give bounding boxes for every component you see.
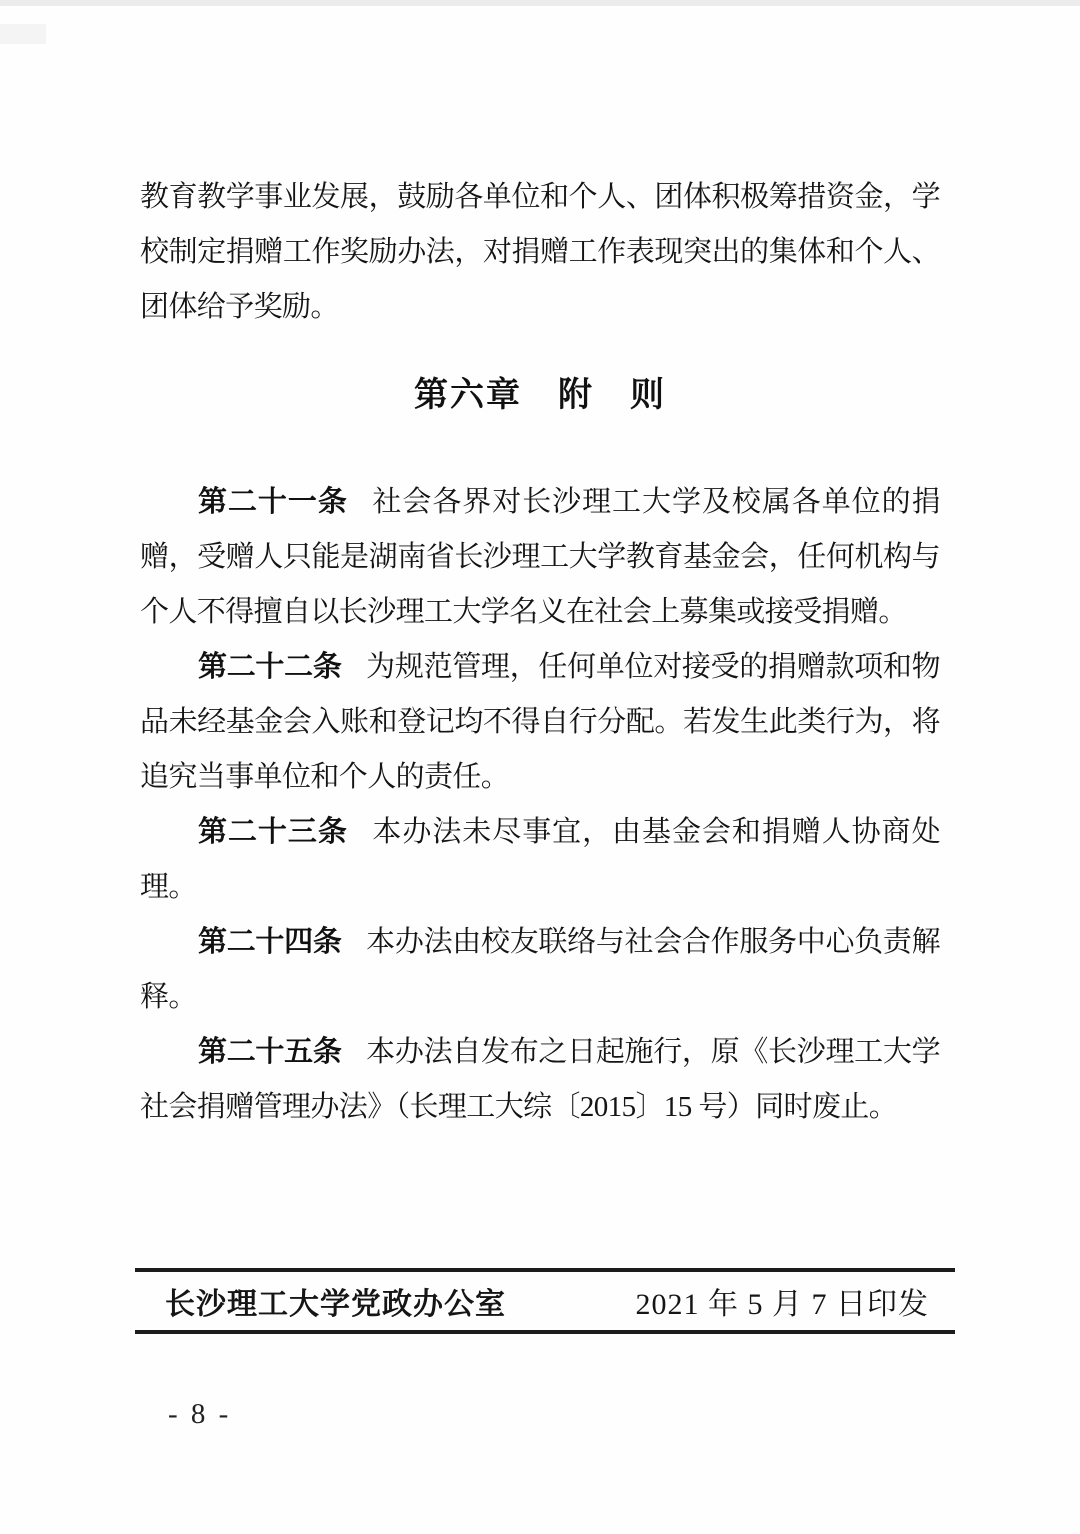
article-23 [140, 805, 940, 915]
scan-artifact-strip [0, 0, 1080, 6]
scan-artifact-blot [0, 24, 46, 44]
footer-row [135, 1272, 955, 1330]
article-22-number: 第二十二条 [198, 651, 342, 683]
article-21-number: 第二十一条 [198, 486, 348, 518]
article-22 [140, 640, 940, 805]
chapter-heading: 第六章 附 则 [414, 376, 666, 414]
article-25-number: 第二十五条 [198, 1036, 342, 1068]
article-23-number: 第二十三条 [198, 816, 348, 848]
article-25-text: 本办法自发布之日起施行，原《长沙理工大学社会捐赠管理办法》（长理工大综〔2015〕15 号）同时废止。 [140, 1036, 940, 1123]
article-23-text: 本办法未尽事宜，由基金会和捐赠人协商处理。 [140, 816, 940, 903]
document-body [140, 170, 940, 1135]
document-footer [135, 1268, 955, 1334]
page-number: - 8 - [168, 1398, 232, 1430]
article-24 [140, 915, 940, 1025]
footer-issuer: 长沙理工大学党政办公室 [165, 1288, 506, 1321]
article-22-text: 为规范管理，任何单位对接受的捐赠款项和物品未经基金会入账和登记均不得自行分配。若发生此类行为，将追究当事单位和个人的责任。 [140, 651, 940, 793]
footer-bottom-rule [135, 1330, 955, 1334]
article-21-text: 社会各界对长沙理工大学及校属各单位的捐赠，受赠人只能是湖南省长沙理工大学教育基金会，任何机构与个人不得擅自以长沙理工大学名义在社会上募集或接受捐赠。 [140, 486, 940, 628]
article-25 [140, 1025, 940, 1135]
footer-print-date: 2021 年 5 月 7 日印发 [635, 1288, 929, 1321]
article-24-text: 本办法由校友联络与社会合作服务中心负责解释。 [140, 926, 940, 1013]
continuation-paragraph: 教育教学事业发展，鼓励各单位和个人、团体积极筹措资金，学校制定捐赠工作奖励办法，对捐赠工作表现突出的集体和个人、团体给予奖励。 [140, 181, 940, 323]
article-24-number: 第二十四条 [198, 926, 342, 958]
article-21 [140, 475, 940, 640]
